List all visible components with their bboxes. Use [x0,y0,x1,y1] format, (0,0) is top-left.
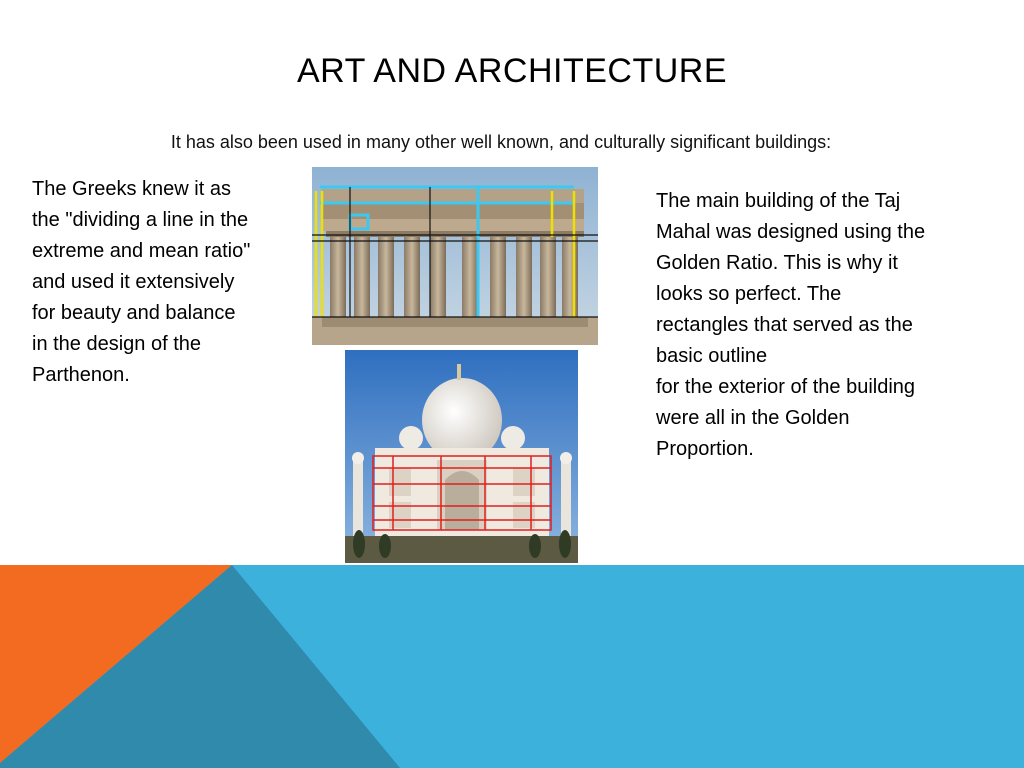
taj-mahal-image [345,350,578,563]
parthenon-image [312,167,598,345]
slide-title: ART AND ARCHITECTURE [296,52,728,90]
slide-subtitle: It has also been used in many other well known, and culturally significant buildings: [170,132,832,152]
parthenon-description: The Greeks knew it as the "dividing a line in the extreme and mean ratio" and used it extensively for beauty and balance in the design of the Parthenon. [32,178,251,386]
taj-mahal-description: The main building of the Taj Mahal was designed using the Golden Ratio. This is why it looks so perfect. The rectangles that served as the basic outline for the exterior of the building were all in the Golden Proportion. [656,190,926,460]
footer-decoration [0,565,1024,768]
